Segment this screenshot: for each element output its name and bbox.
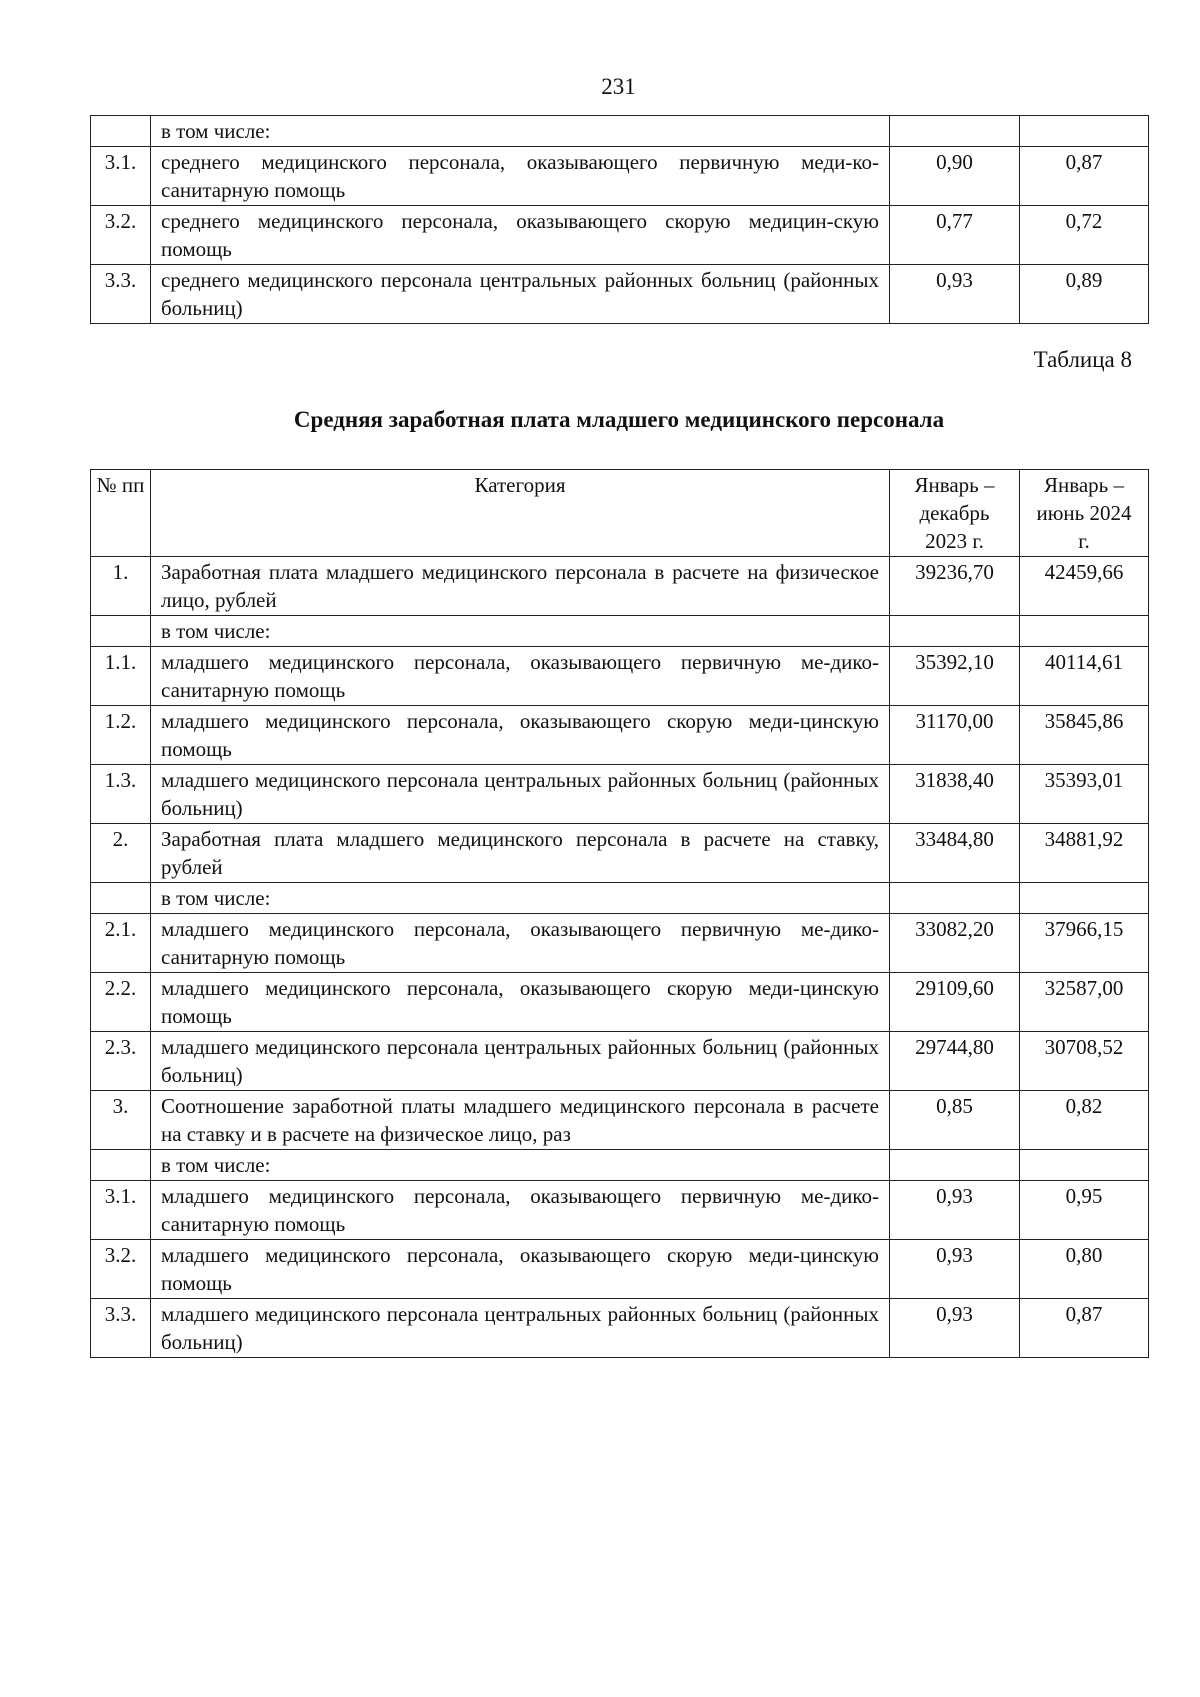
value-2024: 35845,86 [1020,706,1149,765]
value-2024 [1020,883,1149,914]
value-2023: 33082,20 [890,914,1020,973]
value-2023: 0,93 [890,265,1020,324]
row-category: Соотношение заработной платы младшего медицинского персонала в расчете на ставку и в расчете на физическое лицо, раз [151,1091,890,1150]
value-2023: 31838,40 [890,765,1020,824]
row-category: младшего медицинского персонала центральных районных больниц (районных больниц) [151,765,890,824]
value-2024: 34881,92 [1020,824,1149,883]
row-category: младшего медицинского персонала центральных районных больниц (районных больниц) [151,1032,890,1091]
row-number: 1. [91,557,151,616]
value-2024: 35393,01 [1020,765,1149,824]
page-number: 231 [601,74,636,99]
table-row [91,616,1149,647]
row-category: младшего медицинского персонала, оказывающего первичную ме-дико-санитарную помощь [151,647,890,706]
row-category: в том числе: [151,616,890,647]
value-2023: 33484,80 [890,824,1020,883]
header-2023: Январь – декабрь 2023 г. [890,470,1020,557]
value-2024: 0,95 [1020,1181,1149,1240]
row-category: среднего медицинского персонала, оказывающего первичную меди-ко-санитарную помощь [151,147,890,206]
table-row [91,557,1149,616]
row-number: 3.1. [91,147,151,206]
header-category: Категория [151,470,890,557]
table-title: Средняя заработная плата младшего медицинского персонала [293,407,945,432]
table-row [91,914,1149,973]
value-2024: 0,72 [1020,206,1149,265]
row-category: младшего медицинского персонала, оказывающего скорую меди-цинскую помощь [151,706,890,765]
value-2023: 35392,10 [890,647,1020,706]
table-row [91,1091,1149,1150]
table-header-row [91,470,1149,557]
row-category: младшего медицинского персонала, оказывающего скорую меди-цинскую помощь [151,1240,890,1299]
table-row [91,824,1149,883]
row-category: младшего медицинского персонала центральных районных больниц (районных больниц) [151,1299,890,1358]
value-2024: 40114,61 [1020,647,1149,706]
row-number [91,116,151,147]
row-category: младшего медицинского персонала, оказывающего первичную ме-дико-санитарную помощь [151,914,890,973]
value-2023 [890,616,1020,647]
row-category: в том числе: [151,883,890,914]
value-2024 [1020,116,1149,147]
row-number: 3.3. [91,1299,151,1358]
table-row [91,883,1149,914]
value-2024: 32587,00 [1020,973,1149,1032]
row-number: 1.3. [91,765,151,824]
value-2024: 0,87 [1020,1299,1149,1358]
table-row [91,1240,1149,1299]
row-number: 3.2. [91,1240,151,1299]
table-label: Таблица 8 [1033,347,1132,372]
value-2023: 0,77 [890,206,1020,265]
value-2024 [1020,616,1149,647]
value-2023: 0,93 [890,1299,1020,1358]
table-row [91,1150,1149,1181]
table-row [91,206,1149,265]
row-number [91,616,151,647]
row-category: среднего медицинского персонала центральных районных больниц (районных больниц) [151,265,890,324]
row-number: 3.2. [91,206,151,265]
row-category: Заработная плата младшего медицинского персонала в расчете на физическое лицо, рублей [151,557,890,616]
value-2024 [1020,1150,1149,1181]
value-2023 [890,883,1020,914]
row-category: младшего медицинского персонала, оказывающего скорую меди-цинскую помощь [151,973,890,1032]
header-2024: Январь – июнь 2024 г. [1020,470,1149,557]
table-row [91,1299,1149,1358]
table-row [91,973,1149,1032]
value-2023: 31170,00 [890,706,1020,765]
row-category: младшего медицинского персонала, оказывающего первичную ме-дико-санитарную помощь [151,1181,890,1240]
table-row [91,1032,1149,1091]
table-row [91,647,1149,706]
table-row [91,706,1149,765]
value-2023: 0,93 [890,1181,1020,1240]
header-num: № пп [91,470,151,557]
value-2024: 37966,15 [1020,914,1149,973]
value-2024: 0,80 [1020,1240,1149,1299]
table-row [91,765,1149,824]
top-table-continuation [90,115,1149,324]
row-number: 1.2. [91,706,151,765]
salary-table [90,469,1149,1358]
value-2024: 30708,52 [1020,1032,1149,1091]
value-2023 [890,1150,1020,1181]
value-2023: 29109,60 [890,973,1020,1032]
row-number: 2. [91,824,151,883]
row-number: 3.3. [91,265,151,324]
value-2023: 0,85 [890,1091,1020,1150]
row-number: 1.1. [91,647,151,706]
table-row [91,265,1149,324]
row-number: 2.3. [91,1032,151,1091]
row-number: 2.1. [91,914,151,973]
row-number [91,1150,151,1181]
row-category: среднего медицинского персонала, оказывающего скорую медицин-скую помощь [151,206,890,265]
value-2023: 39236,70 [890,557,1020,616]
value-2023: 0,93 [890,1240,1020,1299]
row-number: 3.1. [91,1181,151,1240]
row-category: Заработная плата младшего медицинского персонала в расчете на ставку, рублей [151,824,890,883]
value-2023 [890,116,1020,147]
row-category: в том числе: [151,116,890,147]
table-row [91,116,1149,147]
table-row [91,1181,1149,1240]
row-number: 2.2. [91,973,151,1032]
value-2023: 0,90 [890,147,1020,206]
value-2023: 29744,80 [890,1032,1020,1091]
value-2024: 0,89 [1020,265,1149,324]
table-row [91,147,1149,206]
row-number [91,883,151,914]
value-2024: 42459,66 [1020,557,1149,616]
value-2024: 0,87 [1020,147,1149,206]
row-number: 3. [91,1091,151,1150]
value-2024: 0,82 [1020,1091,1149,1150]
row-category: в том числе: [151,1150,890,1181]
